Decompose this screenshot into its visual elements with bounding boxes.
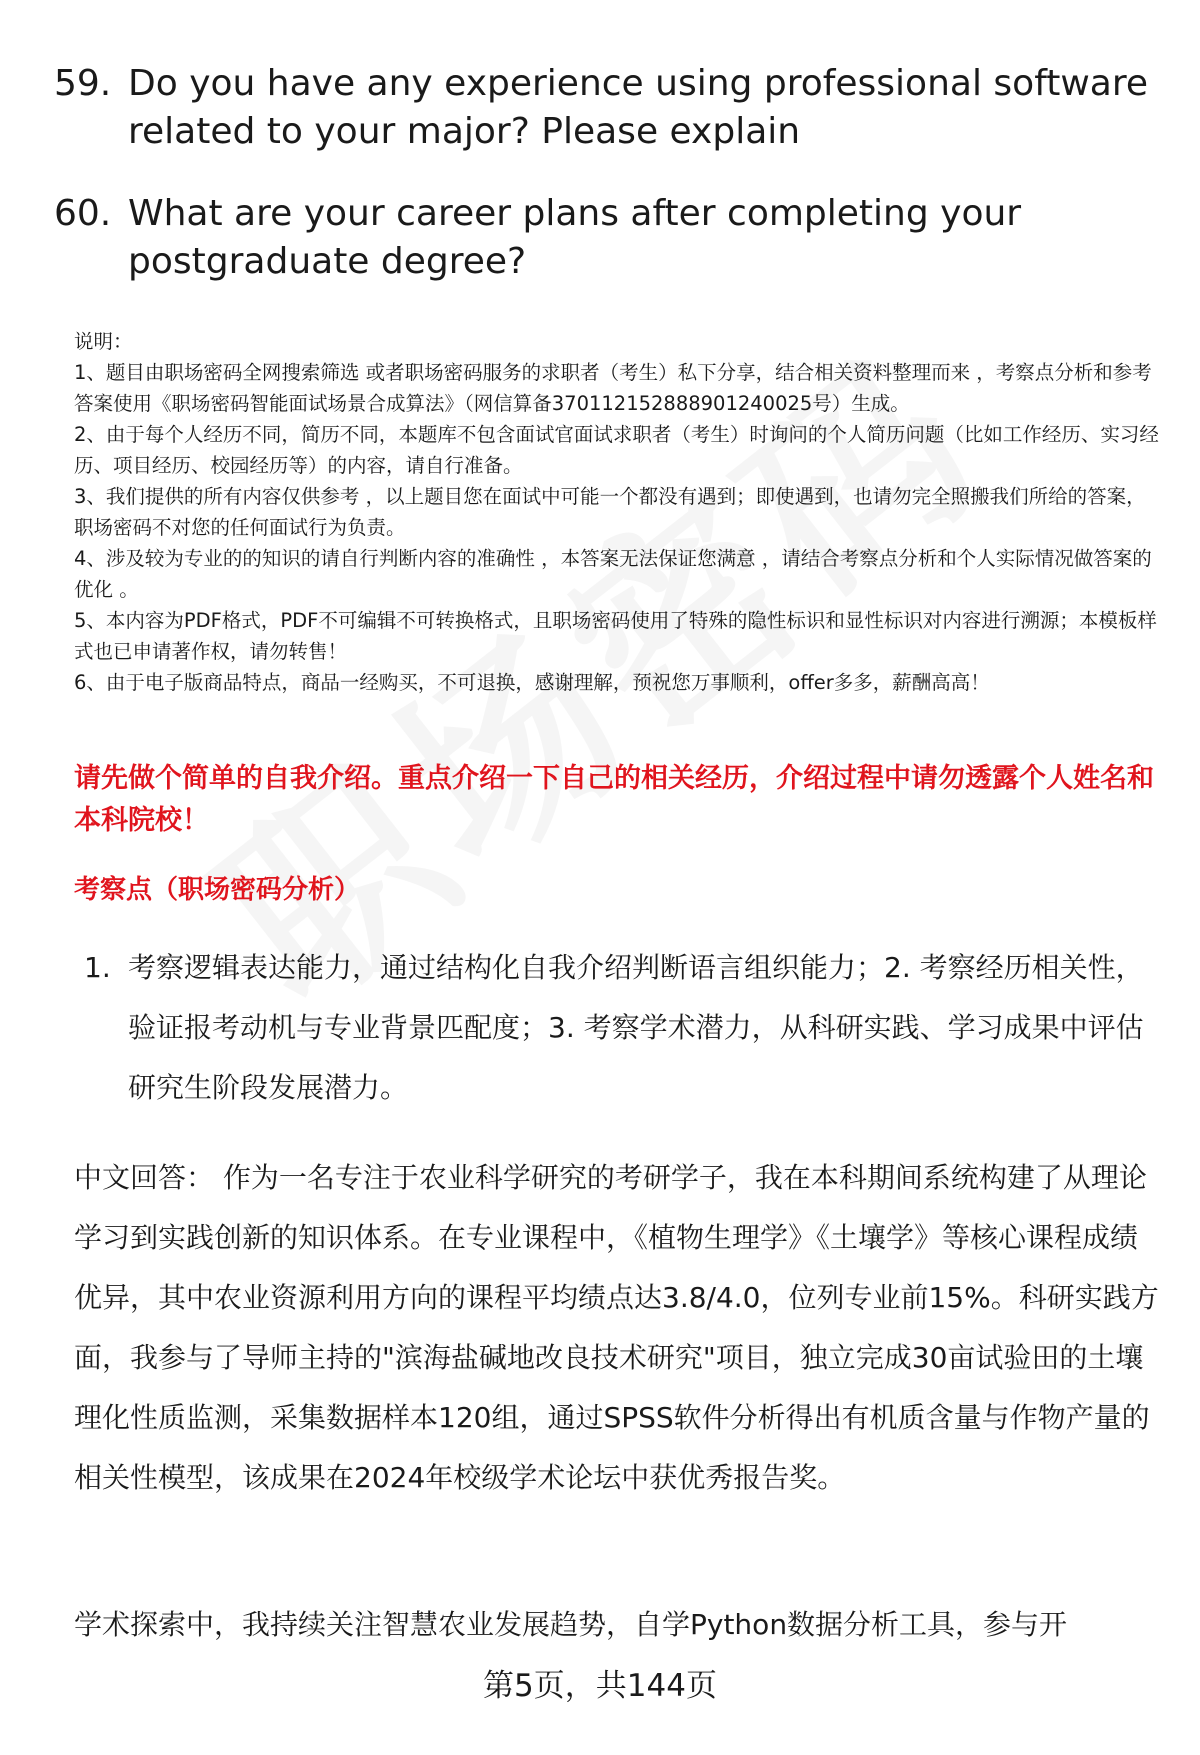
key-points-heading: 考察点（职场密码分析） [74, 875, 361, 905]
note-item: 2、由于每个人经历不同，简历不同，本题库不包含面试官面试求职者（考生）时询问的个人简历问题（比如工作经历、实习经历、项目经历、校园经历等）的内容，请自行准备。 [74, 423, 1159, 477]
key-points-text: 考察逻辑表达能力，通过结构化自我介绍判断语言组织能力；2. 考察经历相关性，验证报考动机与专业背景匹配度；3. 考察学术潜力，从科研实践、学习成果中评估研究生阶段发展潜力。 [128, 951, 1144, 1104]
note-item: 1、题目由职场密码全网搜索筛选 或者职场密码服务的求职者（考生）私下分享，结合相关资料整理而来 ，考察点分析和参考答案使用《职场密码智能面试场景合成算法》（网信算备370112152888901240025号）生成。 [74, 361, 1152, 415]
note-item: 5、本内容为PDF格式，PDF不可编辑不可转换格式，且职场密码使用了特殊的隐性标识和显性标识对内容进行溯源；本模板样式也已申请著作权，请勿转售！ [74, 609, 1157, 663]
interview-question: 请先做个简单的自我介绍。重点介绍一下自己的相关经历，介绍过程中请勿透露个人姓名和本科院校！ [74, 763, 1154, 836]
note-item: 6、由于电子版商品特点，商品一经购买，不可退换，感谢理解，预祝您万事顺利，offer多多，薪酬高高！ [74, 671, 990, 694]
answer-paragraph: 中文回答： 作为一名专注于农业科学研究的考研学子，我在本科期间系统构建了从理论学习到实践创新的知识体系。在专业课程中，《植物生理学》《土壤学》等核心课程成绩优异，其中农业资源利用方向的课程平均绩点达3.8/4.0，位列专业前15%。科研实践方面，我参与了导师主持的"滨海盐碱地改良技术研究"项目，独立完成30亩试验田的土壤理化性质监测，采集数据样本120组，通过SPSS软件分析得出有机质含量与作物产量的相关性模型，该成果在2024年校级学术论坛中获优秀报告奖。 [74, 1161, 1159, 1494]
disclaimer-notes [74, 326, 1160, 698]
question-text: What are your career plans after completing your postgraduate degree? [128, 193, 1022, 282]
question-60 [54, 190, 1160, 286]
question-number: 60. [54, 193, 112, 234]
list-number: 1. [84, 951, 111, 984]
key-points-list [84, 938, 1160, 1118]
notes-heading: 说明： [74, 330, 133, 353]
page-footer: 第5页，共144页 [483, 1668, 717, 1704]
note-item: 3、我们提供的所有内容仅供参考 ，以上题目您在面试中可能一个都没有遇到；即使遇到，也请勿完全照搬我们所给的答案，职场密码不对您的任何面试行为负责。 [74, 485, 1146, 539]
question-text: Do you have any experience using professional software related to your major? Please explain [128, 63, 1149, 152]
note-item: 4、涉及较为专业的的知识的请自行判断内容的准确性 ，本答案无法保证您满意 ，请结合考察点分析和个人实际情况做答案的优化 。 [74, 547, 1152, 601]
question-number: 59. [54, 63, 112, 104]
question-59 [54, 60, 1160, 156]
answer-paragraph-continued: 学术探索中，我持续关注智慧农业发展趋势，自学Python数据分析工具，参与开 [74, 1608, 1068, 1641]
